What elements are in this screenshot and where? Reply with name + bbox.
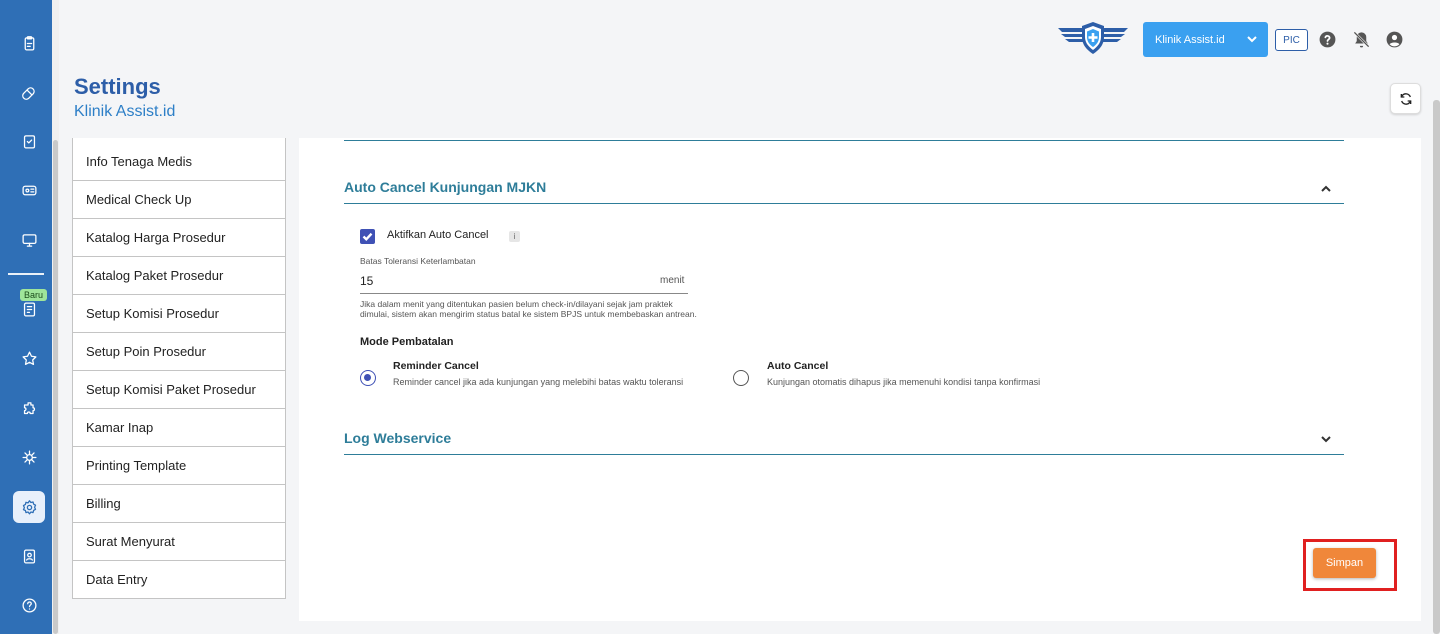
menu-item-katalog-harga-prosedur[interactable]: Katalog Harga Prosedur	[72, 219, 286, 257]
clipboard-icon[interactable]	[13, 27, 45, 59]
menu-item-data-entry[interactable]: Data Entry	[72, 561, 286, 599]
auto-cancel-option-title[interactable]: Auto Cancel	[767, 360, 829, 372]
refresh-button[interactable]	[1390, 83, 1421, 114]
pic-button[interactable]: PIC	[1275, 29, 1308, 51]
new-badge: Baru	[20, 289, 47, 301]
clinic-select[interactable]	[1143, 22, 1268, 57]
brand-logo	[1056, 20, 1130, 56]
reminder-cancel-radio[interactable]	[360, 370, 376, 386]
reminder-cancel-desc: Reminder cancel jika ada kunjungan yang melebihi batas waktu toleransi	[393, 377, 684, 387]
chevron-up-icon[interactable]	[1320, 182, 1332, 194]
tolerance-label: Batas Toleransi Keterlambatan	[360, 256, 476, 266]
menu-item-medical-check-up[interactable]: Medical Check Up	[72, 181, 286, 219]
section-divider	[344, 203, 1344, 204]
info-icon[interactable]: i	[509, 231, 520, 242]
rail-scrollbar-thumb[interactable]	[53, 140, 58, 634]
section-divider	[344, 140, 1344, 141]
page-subtitle: Klinik Assist.id	[74, 103, 176, 120]
tolerance-input[interactable]	[360, 272, 688, 294]
tolerance-suffix: menit	[660, 275, 685, 286]
menu-item-surat-menyurat[interactable]: Surat Menyurat	[72, 523, 286, 561]
menu-item-setup-komisi-prosedur[interactable]: Setup Komisi Prosedur	[72, 295, 286, 333]
clinic-select-label: Klinik Assist.id	[1155, 33, 1225, 46]
chevron-down-icon	[1246, 33, 1258, 45]
pill-icon[interactable]	[13, 76, 45, 108]
save-button[interactable]: Simpan	[1313, 548, 1376, 578]
auto-cancel-radio[interactable]	[733, 370, 749, 386]
bell-off-icon[interactable]	[1352, 30, 1371, 49]
log-webservice-section-title[interactable]: Log Webservice	[344, 430, 452, 446]
puzzle-icon[interactable]	[13, 392, 45, 424]
menu-item-katalog-paket-prosedur[interactable]: Katalog Paket Prosedur	[72, 257, 286, 295]
auto-cancel-checkbox[interactable]	[360, 229, 375, 244]
chevron-down-icon[interactable]	[1320, 432, 1332, 444]
star-icon[interactable]	[13, 342, 45, 374]
sidebar-rail	[0, 0, 52, 634]
cancel-mode-label: Mode Pembatalan	[360, 336, 454, 348]
gear-icon[interactable]	[13, 491, 45, 523]
auto-cancel-section-title[interactable]: Auto Cancel Kunjungan MJKN	[344, 179, 547, 195]
virus-icon[interactable]	[13, 441, 45, 473]
menu-item-kamar-inap[interactable]: Kamar Inap	[72, 409, 286, 447]
auto-cancel-checkbox-label[interactable]: Aktifkan Auto Cancel	[387, 229, 489, 241]
id-card-icon[interactable]	[13, 174, 45, 206]
tolerance-help-text: Jika dalam menit yang ditentukan pasien belum check-in/dilayani sejak jam praktek dimulai, sistem akan mengirim status batal ke sistem BPJS untuk membebaskan antrean.	[360, 299, 697, 319]
auto-cancel-option-desc: Kunjungan otomatis dihapus jika memenuhi kondisi tanpa konfirmasi	[767, 377, 1041, 387]
menu-item-info-tenaga-medis[interactable]: Info Tenaga Medis	[72, 138, 286, 181]
section-divider	[344, 454, 1344, 455]
menu-item-setup-komisi-paket-prosedur[interactable]: Setup Komisi Paket Prosedur	[72, 371, 286, 409]
monitor-icon[interactable]	[13, 224, 45, 256]
help-icon[interactable]	[13, 589, 45, 621]
menu-item-printing-template[interactable]: Printing Template	[72, 447, 286, 485]
page-title: Settings	[74, 74, 161, 99]
checklist-icon[interactable]	[13, 125, 45, 157]
help-circle-icon[interactable]	[1318, 30, 1337, 49]
menu-item-billing[interactable]: Billing	[72, 485, 286, 523]
menu-item-setup-poin-prosedur[interactable]: Setup Poin Prosedur	[72, 333, 286, 371]
reminder-cancel-title[interactable]: Reminder Cancel	[393, 360, 479, 372]
refresh-icon	[1398, 91, 1414, 107]
settings-content-panel	[299, 138, 1421, 621]
document-icon[interactable]	[13, 293, 45, 325]
rail-scrollbar[interactable]	[52, 0, 59, 634]
account-icon[interactable]	[1385, 30, 1404, 49]
main-scrollbar[interactable]	[1433, 100, 1440, 634]
settings-menu	[72, 138, 286, 599]
contact-card-icon[interactable]	[13, 540, 45, 572]
rail-divider	[8, 273, 44, 275]
